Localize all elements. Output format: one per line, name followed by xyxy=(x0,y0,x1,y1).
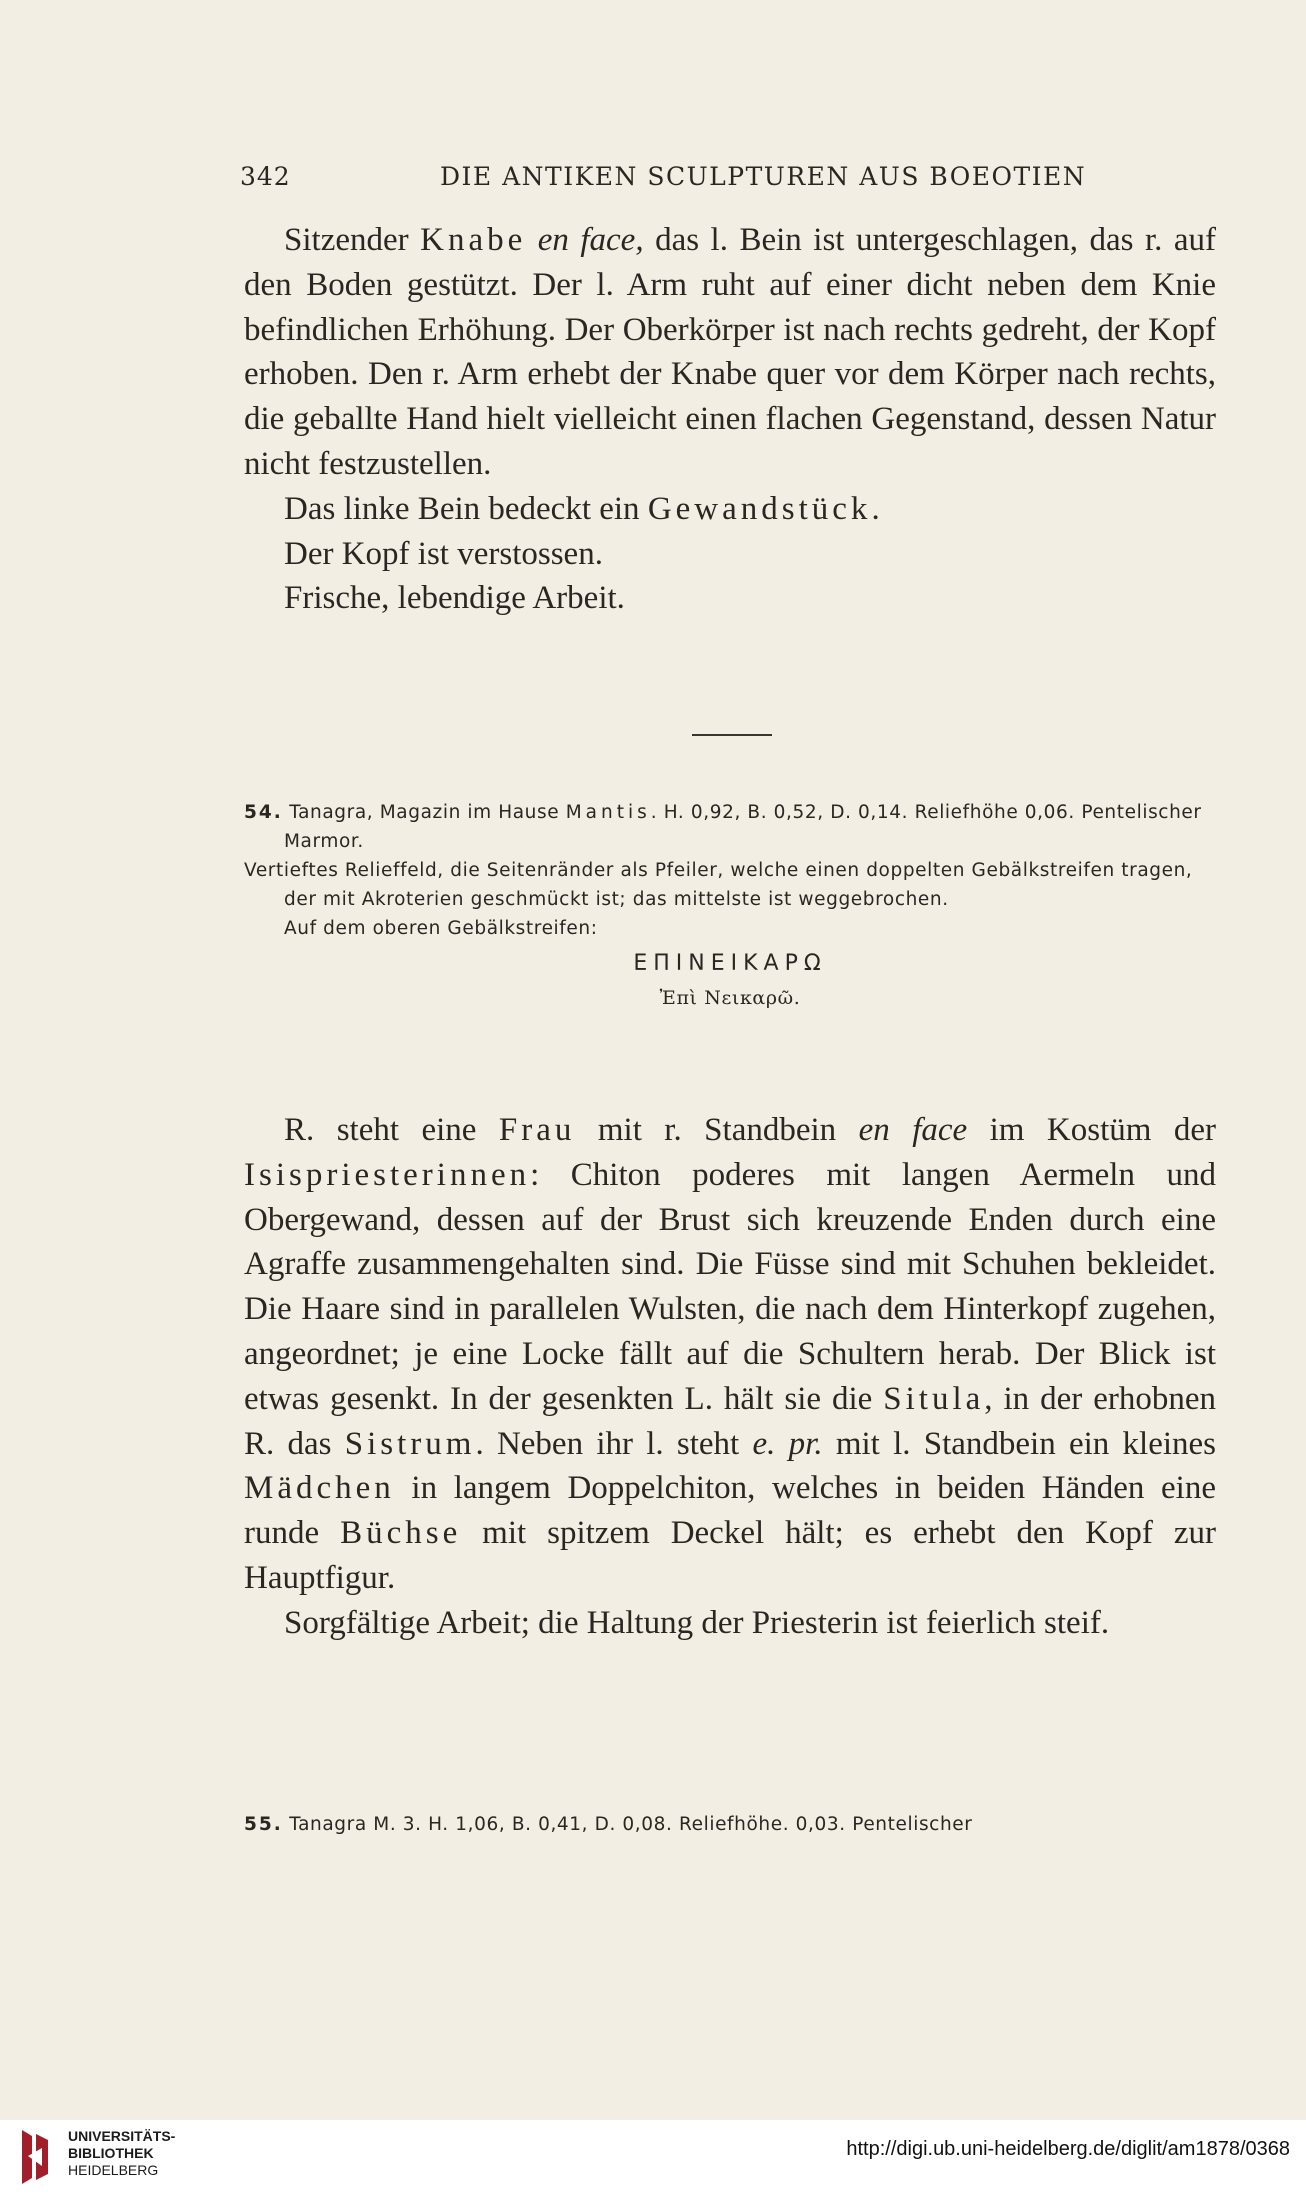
text-run: : Chiton poderes mit langen Aermeln und Obergewand, dessen auf der Brust sich kreuzende Enden durch eine Agraffe zusammengehalten sind. Die Füsse sind mit Schuhen bekleidet. Die Haare sind in parallelen Wulsten, die nach dem Hinterkopf zugehen, angeordnet; je eine Locke fällt auf die Schultern herab. Der Blick ist etwas gesenkt. In der gesenkten L. hält sie die xyxy=(244,1156,1216,1417)
paragraph-description xyxy=(244,218,1216,487)
text-run: in langem Doppelchiton, welches in beiden Händen eine runde xyxy=(244,1470,1216,1552)
text-run: R. steht eine xyxy=(284,1112,499,1148)
spaced-term: Sistrum xyxy=(344,1425,476,1462)
italic-term: en face xyxy=(858,1112,968,1148)
paragraph-quality: Frische, lebendige Arbeit. xyxy=(284,580,625,617)
text-run: , in der erhobnen R. das xyxy=(244,1380,1216,1462)
spaced-term: Situla xyxy=(883,1380,985,1417)
entry-continuation xyxy=(244,218,1216,621)
entry-number: 55. xyxy=(244,1814,283,1835)
entry-heading xyxy=(244,798,1216,856)
spaced-term: Gewandstück xyxy=(647,490,872,527)
italic-term: en face, xyxy=(526,222,644,258)
inscription-location: Auf dem oberen Gebälkstreifen: xyxy=(284,918,598,939)
library-name-line: BIBLIOTHEK xyxy=(68,2145,154,2161)
text-run: . xyxy=(871,490,880,527)
text-run: mit r. Standbein xyxy=(575,1112,859,1148)
inscription: ΕΠΙΝΕΙΚΑΡΩ xyxy=(633,951,827,976)
page-number: 342 xyxy=(240,162,291,191)
spaced-term: Frau xyxy=(498,1112,576,1148)
catalog-entry-54 xyxy=(244,798,1216,1013)
text-run: Das linke Bein bedeckt ein xyxy=(284,490,648,527)
text-run: . Neben ihr l. steht xyxy=(475,1425,753,1462)
section-divider xyxy=(692,734,772,736)
text-run: . H. 0,92, B. 0,52, D. 0,14. Reliefhöhe 0,06. Pentelischer Marmor. xyxy=(284,802,1202,852)
library-footer xyxy=(0,2120,1306,2198)
spaced-term: Isispriesterinnen xyxy=(244,1156,531,1193)
paragraph-head: Der Kopf ist verstossen. xyxy=(284,535,603,572)
text-run: Tanagra, Magazin im Hause xyxy=(282,802,566,823)
university-library-logo-icon xyxy=(18,2126,54,2188)
permalink-url[interactable]: http://digi.ub.uni-heidelberg.de/diglit/am1878/0368 xyxy=(846,2138,1290,2160)
italic-term: e. pr. xyxy=(752,1425,823,1462)
text-run: mit spitzem Deckel hält; es erhebt den Kopf zur Hauptfigur. xyxy=(244,1515,1216,1596)
spaced-term: Knabe xyxy=(420,222,527,258)
paragraph-relief-description xyxy=(244,1108,1216,1601)
entry-54-body xyxy=(244,1108,1216,1646)
entry-number: 54. xyxy=(244,802,283,823)
entry-description: Vertieftes Relieffeld, die Seitenränder als Pfeiler, welche einen doppelten Gebälkstreifen tragen, der mit Akroterien geschmückt ist; das mittelste ist weggebrochen. xyxy=(244,860,1193,910)
spaced-term: Mantis xyxy=(565,802,651,823)
text-run: im Kostüm der xyxy=(967,1112,1216,1148)
text-run: Sitzender xyxy=(284,222,421,258)
text-run: mit l. Standbein ein kleines xyxy=(822,1425,1217,1462)
text-run: Tanagra M. 3. H. 1,06, B. 0,41, D. 0,08. Reliefhöhe. 0,03. Pentelischer xyxy=(282,1814,973,1835)
paragraph-garment xyxy=(244,487,1216,532)
library-name-line: UNIVERSITÄTS- xyxy=(68,2128,176,2144)
paragraph-assessment: Sorgfältige Arbeit; die Haltung der Priesterin ist feierlich steif. xyxy=(284,1604,1110,1641)
entry-heading xyxy=(244,1810,1216,1839)
spaced-term: Mädchen xyxy=(244,1470,395,1507)
library-name xyxy=(68,2128,175,2179)
catalog-entry-55 xyxy=(244,1810,1216,1839)
inscription-transcription: Ἐπὶ Νεικαρῶ. xyxy=(659,987,801,1009)
text-run: das l. Bein ist untergeschlagen, das r. auf den Boden gestützt. Der l. Arm ruht auf einer dicht neben dem Knie befindlichen Erhöhung. Der Oberkörper ist nach rechts gedreht, der Kopf erhoben. Den r. Arm erhebt der Knabe quer vor dem Körper nach rechts, die geballte Hand hielt vielleicht einen flachen Gegenstand, dessen Natur nicht festzustellen. xyxy=(244,222,1217,482)
running-title: DIE ANTIKEN SCULPTUREN AUS BOEOTIEN xyxy=(440,162,1087,191)
library-name-line: HEIDELBERG xyxy=(68,2162,159,2178)
spaced-term: Büchse xyxy=(340,1515,462,1552)
